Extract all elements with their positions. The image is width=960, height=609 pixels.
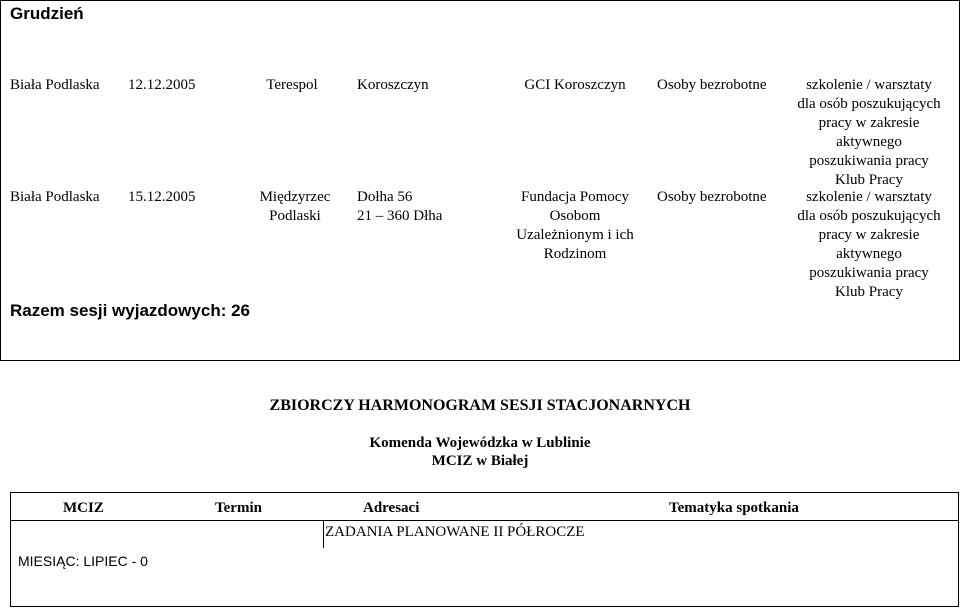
row2-topic — [785, 188, 953, 302]
row1-organizer-line: GCI Koroszczyn — [524, 77, 626, 93]
row2-address-line: 21 – 360 Dłha — [357, 208, 443, 224]
column-header-adresaci: Adresaci — [363, 500, 420, 516]
row2-organizer-line: Rodzinom — [543, 246, 607, 262]
row2-organizer-line: Uzależnionym i ich — [516, 227, 634, 243]
row2-target: Osoby bezrobotne — [657, 189, 767, 205]
row2-topic-line: aktywnego — [836, 246, 902, 262]
column-header-mciz: MCIZ — [63, 500, 104, 516]
row2-topic-line: poszukiwania pracy — [809, 265, 929, 281]
main-heading: ZBIORCZY HARMONOGRAM SESJI STACJONARNYCH — [269, 397, 691, 414]
column-header-termin: Termin — [215, 500, 262, 516]
row2-place-line: Międzyrzec — [259, 189, 331, 205]
subheading-mciz: MCIZ w Białej — [431, 453, 529, 469]
row2-address — [357, 188, 442, 226]
row1-address-line: Koroszczyn — [357, 77, 429, 93]
row1-place — [247, 76, 337, 95]
row2-organizer-line: Osobom — [549, 208, 601, 224]
row1-topic — [785, 76, 953, 190]
row2-address-line: Dołha 56 — [357, 189, 413, 205]
row1-address — [357, 76, 429, 95]
row1-city: Biała Podlaska — [10, 77, 100, 93]
row1-target: Osoby bezrobotne — [657, 77, 767, 93]
header-divider — [11, 520, 958, 521]
row1-topic-line: dla osób poszukujących — [797, 96, 941, 112]
row1-topic-line: poszukiwania pracy — [809, 153, 929, 169]
column-divider — [323, 520, 324, 548]
row2-topic-line: Klub Pracy — [835, 284, 903, 300]
row2-place — [244, 188, 346, 226]
sessions-total: Razem sesji wyjazdowych: 26 — [10, 301, 250, 320]
row1-topic-line: pracy w zakresie — [818, 115, 920, 131]
row2-date: 15.12.2005 — [128, 189, 196, 205]
month-row-label: MIESIĄC: LIPIEC - 0 — [18, 553, 148, 569]
planned-tasks-label: ZADANIA PLANOWANE II PÓŁROCZE — [325, 524, 585, 540]
month-title: Grudzień — [10, 4, 84, 23]
row1-topic-line: szkolenie / warsztaty — [806, 77, 932, 93]
column-header-tematyka: Tematyka spotkania — [669, 500, 799, 516]
row1-organizer — [505, 76, 645, 95]
row2-topic-line: pracy w zakresie — [818, 227, 920, 243]
row2-topic-line: szkolenie / warsztaty — [806, 189, 932, 205]
row2-organizer — [505, 188, 645, 264]
schedule-table — [10, 492, 959, 607]
row1-date: 12.12.2005 — [128, 77, 196, 93]
row1-topic-line: Klub Pracy — [835, 172, 903, 188]
row2-organizer-line: Fundacja Pomocy — [521, 189, 629, 205]
row2-city: Biała Podlaska — [10, 189, 100, 205]
row2-place-line: Podlaski — [269, 208, 321, 224]
row1-topic-line: aktywnego — [836, 134, 902, 150]
row1-place-line: Terespol — [266, 77, 318, 93]
subheading-command: Komenda Wojewódzka w Lublinie — [369, 435, 591, 451]
row2-topic-line: dla osób poszukujących — [797, 208, 941, 224]
